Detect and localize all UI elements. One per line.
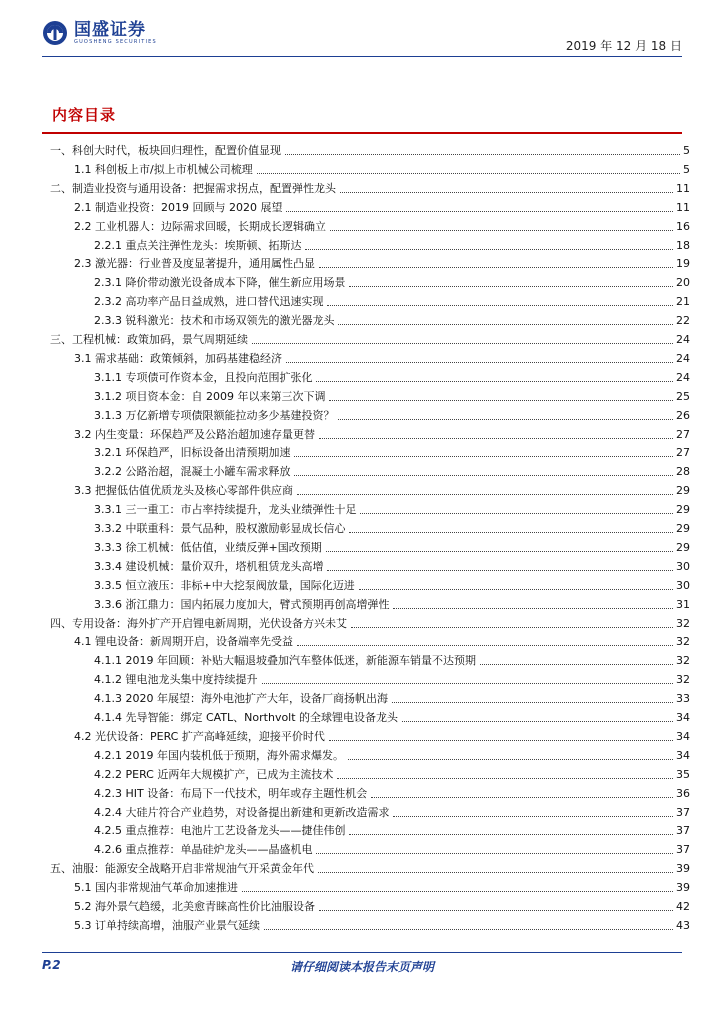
toc-entry-label: 五、油服：能源安全战略开启非常规油气开采黄金年代 xyxy=(50,862,314,876)
toc-entry-label: 2.1 制造业投资：2019 回顾与 2020 展望 xyxy=(74,200,283,214)
toc-entry-page: 29 xyxy=(676,503,690,517)
toc-entry-level-2[interactable] xyxy=(50,253,690,271)
toc-entry-level-2[interactable] xyxy=(50,159,690,177)
toc-entry-label: 三、工程机械：政策加码，景气周期延续 xyxy=(50,333,248,346)
toc-entry-label: 2.3.3 锐科激光：技术和市场双领先的激光器龙头 xyxy=(94,314,335,328)
toc-entry-page: 29 xyxy=(676,522,690,535)
toc-entry-label: 3.1 需求基础：政策倾斜，加码基建稳经济 xyxy=(74,351,282,365)
toc-entry-page: 11 xyxy=(676,200,690,214)
toc-entry-label: 4.1.2 锂电池龙头集中度持续提升 xyxy=(94,673,258,687)
toc-dot-leader xyxy=(349,286,673,287)
toc-entry-level-3[interactable] xyxy=(50,518,690,536)
toc-entry-level-3[interactable] xyxy=(50,405,690,423)
toc-entry-level-3[interactable] xyxy=(50,367,690,385)
toc-entry-page: 24 xyxy=(676,333,690,346)
toc-entry-level-2[interactable] xyxy=(50,216,690,234)
toc-entry-page: 35 xyxy=(676,767,690,781)
toc-dot-leader xyxy=(329,400,673,401)
toc-entry-page: 27 xyxy=(676,427,690,441)
toc-dot-leader xyxy=(348,759,673,760)
toc-dot-leader xyxy=(262,683,674,684)
toc-entry-page: 31 xyxy=(676,597,690,611)
toc-dot-leader xyxy=(393,816,673,817)
toc-entry-page: 5 xyxy=(683,162,690,176)
toc-dot-leader xyxy=(338,419,673,420)
toc-entry-label: 4.1.1 2019 年回顾：补贴大幅退坡叠加汽车整体低迷，新能源车销量不达预期 xyxy=(94,654,476,668)
toc-dot-leader xyxy=(316,853,673,854)
toc-entry-label: 2.2 工业机器人：边际需求回暖，长期成长逻辑确立 xyxy=(74,219,326,233)
toc-entry-label: 4.2.4 大硅片符合产业趋势，对设备提出新建和更新改造需求 xyxy=(94,805,390,819)
toc-entry-level-3[interactable] xyxy=(50,669,690,687)
toc-entry-level-3[interactable] xyxy=(50,764,690,782)
toc-entry-label: 1.1 科创板上市/拟上市机械公司梳理 xyxy=(74,162,253,176)
toc-entry-level-3[interactable] xyxy=(50,272,690,290)
toc-dot-leader xyxy=(360,513,673,514)
toc-entry-label: 3.3 把握低估值优质龙头及核心零部件供应商 xyxy=(74,484,293,498)
toc-entry-level-1[interactable] xyxy=(50,140,690,158)
toc-dot-leader xyxy=(393,608,673,609)
toc-entry-page: 26 xyxy=(676,408,690,422)
toc-entry-level-2[interactable] xyxy=(50,631,690,649)
toc-dot-leader xyxy=(252,343,673,344)
toc-entry-label: 3.3.5 恒立液压：非标+中大挖泵阀放量，国际化迈进 xyxy=(94,578,355,592)
toc-entry-page: 37 xyxy=(676,843,690,857)
toc-entry-label: 5.2 海外景气趋缓，北美愈青睐高性价比油服设备 xyxy=(74,900,315,913)
toc-dot-leader xyxy=(327,570,673,571)
toc-entry-page: 39 xyxy=(676,881,690,895)
toc-entry-label: 一、科创大时代，板块回归理性，配置价值显现 xyxy=(50,144,281,157)
toc-entry-page: 32 xyxy=(676,673,690,687)
toc-entry-label: 4.2.3 HIT 设备：布局下一代技术，明年或存主题性机会 xyxy=(94,786,368,800)
toc-entry-label: 2.3.2 高功率产品日益成熟，进口替代迅速实现 xyxy=(94,295,324,309)
toc-entry-level-3[interactable] xyxy=(50,650,690,668)
toc-entry-level-2[interactable] xyxy=(50,877,690,895)
toc-entry-label: 3.2 内生变量：环保趋严及公路治超加速存量更替 xyxy=(74,427,315,441)
toc-entry-label: 3.3.2 中联重科：景气品种，股权激励彰显成长信心 xyxy=(94,522,346,535)
toc-entry-label: 二、制造业投资与通用设备：把握需求拐点，配置弹性龙头 xyxy=(50,181,336,195)
toc-entry-level-3[interactable] xyxy=(50,556,690,574)
toc-entry-page: 29 xyxy=(676,540,690,554)
toc-entry-label: 4.2.2 PERC 近两年大规模扩产，已成为主流技术 xyxy=(94,767,334,781)
toc-dot-leader xyxy=(327,305,673,306)
toc-entry-level-1[interactable] xyxy=(50,329,690,347)
toc-entry-level-1[interactable] xyxy=(50,613,690,631)
toc-entry-label: 5.3 订单持续高增，油服产业景气延续 xyxy=(74,918,260,932)
report-date: 2019 年 12 月 18 日 xyxy=(565,39,682,53)
toc-dot-leader xyxy=(371,797,673,798)
toc-entry-level-3[interactable] xyxy=(50,310,690,328)
toc-entry-page: 21 xyxy=(676,295,690,309)
toc-entry-page: 32 xyxy=(676,635,690,649)
toc-dot-leader xyxy=(294,456,673,457)
toc-dot-leader xyxy=(319,910,673,911)
toc-entry-page: 37 xyxy=(676,805,690,819)
toc-dot-leader xyxy=(329,740,673,741)
toc-entry-page: 22 xyxy=(676,314,690,328)
toc-entry-level-3[interactable] xyxy=(50,594,690,612)
toc-entry-label: 4.2.1 2019 年国内装机低于预期，海外需求爆发。 xyxy=(94,748,344,762)
toc-entry-page: 28 xyxy=(676,465,690,479)
toc-dot-leader xyxy=(319,438,673,439)
toc-dot-leader xyxy=(480,664,673,665)
toc-entry-label: 3.3.6 浙江鼎力：国内拓展力度加大，臂式预期再创高增弹性 xyxy=(94,597,390,611)
brand-name-en: GUOSHENG SECURITIES xyxy=(74,38,157,45)
footer-disclaimer: 请仔细阅读本报告末页声明 xyxy=(289,960,434,974)
toc-dot-leader xyxy=(392,702,673,703)
toc-entry-page: 24 xyxy=(676,351,690,365)
toc-entry-page: 19 xyxy=(676,257,690,271)
toc-entry-page: 5 xyxy=(683,144,690,157)
toc-entry-level-3[interactable] xyxy=(50,575,690,593)
toc-entry-label: 4.1.4 先导智能：绑定 CATL、Northvolt 的全球锂电设备龙头 xyxy=(94,711,399,724)
toc-entry-level-3[interactable] xyxy=(50,291,690,309)
toc-entry-level-3[interactable] xyxy=(50,537,690,555)
footer-divider xyxy=(42,952,682,953)
toc-dot-leader xyxy=(349,834,673,835)
toc-entry-label: 3.3.4 建设机械：量价双升，塔机租赁龙头高增 xyxy=(94,559,324,573)
toc-entry-page: 20 xyxy=(676,276,690,290)
toc-entry-page: 18 xyxy=(676,238,690,252)
brand-name-cn: 国盛证券 xyxy=(74,19,146,40)
toc-entry-level-3[interactable] xyxy=(50,442,690,460)
brand-logo-icon xyxy=(42,20,68,46)
toc-entry-label: 3.1.2 项目资本金：自 2009 年以来第三次下调 xyxy=(94,389,326,403)
toc-entry-label: 4.2.6 重点推荐：单晶硅炉龙头——晶盛机电 xyxy=(94,843,313,857)
toc-dot-leader xyxy=(319,267,673,268)
toc-dot-leader xyxy=(286,362,673,363)
toc-entry-page: 27 xyxy=(676,446,690,460)
toc-entry-page: 37 xyxy=(676,824,690,838)
toc-entry-page: 11 xyxy=(676,181,690,195)
toc-entry-level-2[interactable] xyxy=(50,480,690,498)
toc-dot-leader xyxy=(257,173,680,174)
header-divider xyxy=(42,56,682,57)
toc-entry-label: 四、专用设备：海外扩产开启锂电新周期，光伏设备方兴未艾 xyxy=(50,616,347,630)
toc-entry-level-1[interactable] xyxy=(50,858,690,876)
toc-entry-page: 33 xyxy=(676,692,690,706)
toc-entry-page: 32 xyxy=(676,654,690,668)
toc-entry-label: 3.1.3 万亿新增专项债限额能拉动多少基建投资？ xyxy=(94,408,335,422)
toc-entry-page: 36 xyxy=(676,786,690,800)
toc-entry-label: 2.3.1 降价带动激光设备成本下降，催生新应用场景 xyxy=(94,276,346,290)
toc-dot-leader xyxy=(297,645,673,646)
toc-entry-label: 3.3.1 三一重工：市占率持续提升，龙头业绩弹性十足 xyxy=(94,503,357,517)
toc-entry-level-3[interactable] xyxy=(50,783,690,801)
toc-entry-level-2[interactable] xyxy=(50,896,690,914)
toc-entry-level-3[interactable] xyxy=(50,802,690,820)
toc-entry-page: 39 xyxy=(676,862,690,876)
toc-entry-level-3[interactable] xyxy=(50,707,690,725)
toc-entry-level-2[interactable] xyxy=(50,915,690,933)
toc-dot-leader xyxy=(285,154,680,155)
toc-dot-leader xyxy=(337,778,673,779)
toc-title: 内容目录 xyxy=(52,106,117,124)
toc-entry-level-3[interactable] xyxy=(50,745,690,763)
toc-dot-leader xyxy=(340,192,673,193)
toc-dot-leader xyxy=(402,721,673,722)
toc-entry-level-3[interactable] xyxy=(50,461,690,479)
toc-entry-label: 4.2.5 重点推荐：电池片工艺设备龙头——捷佳伟创 xyxy=(94,824,346,838)
toc-dot-leader xyxy=(316,381,673,382)
toc-entry-level-2[interactable] xyxy=(50,424,690,442)
toc-entry-level-2[interactable] xyxy=(50,726,690,744)
toc-dot-leader xyxy=(326,551,673,552)
toc-entry-page: 42 xyxy=(676,900,690,913)
toc-entry-page: 43 xyxy=(676,918,690,932)
toc-entry-label: 5.1 国内非常规油气革命加速推进 xyxy=(74,881,238,895)
toc-entry-label: 2.3 激光器：行业普及度显著提升，通用属性凸显 xyxy=(74,257,315,271)
toc-entry-level-2[interactable] xyxy=(50,197,690,215)
toc-entry-page: 34 xyxy=(676,711,690,724)
toc-dot-leader xyxy=(318,872,673,873)
toc-dot-leader xyxy=(338,324,673,325)
page-number: P.2 xyxy=(42,958,61,972)
toc-entry-label: 3.1.1 专项债可作资本金，且投向范围扩张化 xyxy=(94,370,313,384)
toc-dot-leader xyxy=(264,929,673,930)
toc-entry-level-3[interactable] xyxy=(50,235,690,253)
toc-entry-page: 30 xyxy=(676,559,690,573)
toc-title-divider xyxy=(42,132,682,134)
toc-entry-level-1[interactable] xyxy=(50,178,690,196)
toc-entry-label: 3.2.2 公路治超，混凝土小罐车需求释放 xyxy=(94,465,291,479)
toc-entry-label: 2.2.1 重点关注弹性龙头：埃斯顿、拓斯达 xyxy=(94,238,302,252)
toc-entry-page: 34 xyxy=(676,748,690,762)
toc-entry-label: 3.2.1 环保趋严，旧标设备出清预期加速 xyxy=(94,446,291,460)
page-header xyxy=(0,0,724,60)
toc-dot-leader xyxy=(359,589,673,590)
toc-entry-level-3[interactable] xyxy=(50,839,690,857)
toc-entry-level-3[interactable] xyxy=(50,688,690,706)
toc-entry-label: 4.1 锂电设备：新周期开启，设备端率先受益 xyxy=(74,635,293,649)
toc-entry-label: 4.1.3 2020 年展望：海外电池扩产大年，设备厂商扬帆出海 xyxy=(94,692,388,706)
toc-entry-level-3[interactable] xyxy=(50,820,690,838)
toc-entry-page: 34 xyxy=(676,729,690,743)
toc-dot-leader xyxy=(330,230,673,231)
toc-entry-page: 29 xyxy=(676,484,690,498)
toc-dot-leader xyxy=(351,627,673,628)
toc-entry-label: 3.3.3 徐工机械：低估值，业绩反弹+国改预期 xyxy=(94,540,322,554)
brand-logo xyxy=(42,20,157,46)
toc-entry-page: 24 xyxy=(676,370,690,384)
toc-entry-page: 30 xyxy=(676,578,690,592)
toc-entry-level-3[interactable] xyxy=(50,386,690,404)
toc-dot-leader xyxy=(349,532,673,533)
toc-entry-page: 25 xyxy=(676,389,690,403)
toc-dot-leader xyxy=(297,494,673,495)
toc-dot-leader xyxy=(294,475,673,476)
toc-entry-page: 16 xyxy=(676,219,690,233)
toc-dot-leader xyxy=(286,211,673,212)
toc-dot-leader xyxy=(242,891,673,892)
toc-entry-level-3[interactable] xyxy=(50,499,690,517)
toc-dot-leader xyxy=(305,249,673,250)
toc-entry-page: 32 xyxy=(676,616,690,630)
toc-entry-label: 4.2 光伏设备：PERC 扩产高峰延续，迎接平价时代 xyxy=(74,729,325,743)
toc-entry-level-2[interactable] xyxy=(50,348,690,366)
